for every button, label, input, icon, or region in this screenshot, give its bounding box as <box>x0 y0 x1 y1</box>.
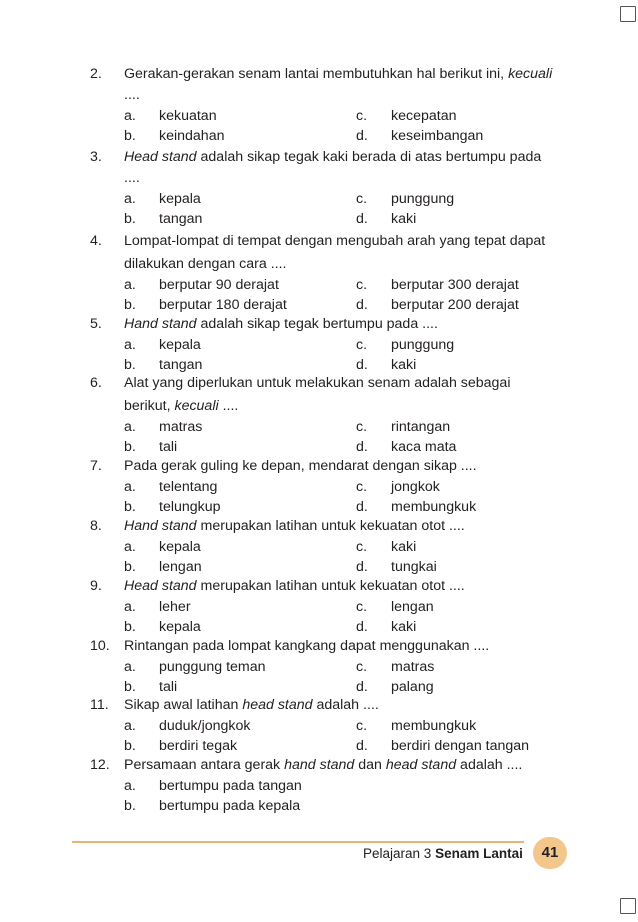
question-stem: Lompat-lompat di tempat dengan mengubah arah yang tepat dapat <box>124 233 546 249</box>
option-letter: d. <box>356 357 368 373</box>
option-text-d: kaki <box>391 357 417 373</box>
option-letter: d. <box>356 499 368 515</box>
question-number: 7. <box>90 458 102 474</box>
option-text-c: punggung <box>391 191 455 207</box>
option-letter: b. <box>124 211 136 227</box>
option-text-d: palang <box>391 679 434 695</box>
question-stem: Alat yang diperlukan untuk melakukan senam adalah sebagai <box>124 375 511 391</box>
footer-rule <box>72 841 524 843</box>
question-stem: Persamaan antara gerak hand stand dan head stand adalah .... <box>124 757 523 773</box>
question-number: 8. <box>90 518 102 534</box>
question-stem: Pada gerak guling ke depan, mendarat dengan sikap .... <box>124 458 477 474</box>
option-letter: b. <box>124 128 136 144</box>
question-stem-continued: .... <box>124 87 140 103</box>
option-text-c: punggung <box>391 337 455 353</box>
question-stem: Hand stand merupakan latihan untuk kekuatan otot .... <box>124 518 465 534</box>
question-number: 5. <box>90 316 102 332</box>
option-text-a: kepala <box>159 337 201 353</box>
option-text-c: matras <box>391 659 435 675</box>
option-letter: d. <box>356 439 368 455</box>
option-letter: b. <box>124 798 136 814</box>
question-stem: Head stand adalah sikap tegak kaki berada di atas bertumpu pada <box>124 149 542 165</box>
option-text-b: berdiri tegak <box>159 738 238 754</box>
footer-lesson-prefix: Pelajaran 3 <box>363 846 436 861</box>
option-letter: a. <box>124 599 136 615</box>
question-number: 4. <box>90 233 102 249</box>
crop-mark-bottom-right <box>620 898 636 914</box>
question-stem-continued: berikut, kecuali .... <box>124 398 239 414</box>
option-letter: d. <box>356 211 368 227</box>
option-letter: a. <box>124 539 136 555</box>
option-letter: a. <box>124 659 136 675</box>
option-letter: c. <box>356 419 368 435</box>
option-letter: a. <box>124 108 136 124</box>
page-number-badge: 41 <box>533 837 567 869</box>
option-letter: a. <box>124 419 136 435</box>
footer-lesson-title: Senam Lantai <box>435 846 523 861</box>
option-text-d: membungkuk <box>391 499 477 515</box>
option-text-b: tali <box>159 679 178 695</box>
question-stem: Sikap awal latihan head stand adalah .... <box>124 697 379 713</box>
option-text-b: tangan <box>159 357 203 373</box>
option-letter: d. <box>356 559 368 575</box>
option-text-a: matras <box>159 419 203 435</box>
option-letter: d. <box>356 619 368 635</box>
option-text-d: kaki <box>391 211 417 227</box>
option-text-c: membungkuk <box>391 718 477 734</box>
option-letter: d. <box>356 679 368 695</box>
option-letter: b. <box>124 499 136 515</box>
option-letter: b. <box>124 679 136 695</box>
option-text-a: bertumpu pada tangan <box>159 778 302 794</box>
option-letter: a. <box>124 479 136 495</box>
question-number: 10. <box>90 638 110 654</box>
option-text-a: kekuatan <box>159 108 217 124</box>
option-text-a: leher <box>159 599 191 615</box>
question-stem-continued: .... <box>124 170 140 186</box>
question-stem: Head stand merupakan latihan untuk kekuatan otot .... <box>124 578 465 594</box>
option-letter: d. <box>356 297 368 313</box>
option-text-c: lengan <box>391 599 434 615</box>
option-letter: d. <box>356 738 368 754</box>
option-letter: b. <box>124 738 136 754</box>
option-text-a: kepala <box>159 539 201 555</box>
option-text-d: berputar 200 derajat <box>391 297 519 313</box>
option-letter: c. <box>356 659 368 675</box>
question-number: 12. <box>90 757 110 773</box>
option-text-d: berdiri dengan tangan <box>391 738 530 754</box>
option-text-a: kepala <box>159 191 201 207</box>
option-text-d: kaca mata <box>391 439 457 455</box>
question-number: 9. <box>90 578 102 594</box>
option-letter: a. <box>124 337 136 353</box>
question-stem: Rintangan pada lompat kangkang dapat menggunakan .... <box>124 638 490 654</box>
option-text-b: berputar 180 derajat <box>159 297 287 313</box>
option-letter: c. <box>356 539 368 555</box>
option-text-d: kaki <box>391 619 417 635</box>
option-text-b: bertumpu pada kepala <box>159 798 301 814</box>
question-number: 2. <box>90 66 102 82</box>
option-text-b: keindahan <box>159 128 225 144</box>
option-text-b: lengan <box>159 559 202 575</box>
option-letter: a. <box>124 778 136 794</box>
option-text-c: kecepatan <box>391 108 457 124</box>
option-letter: a. <box>124 191 136 207</box>
option-letter: c. <box>356 479 368 495</box>
option-text-a: berputar 90 derajat <box>159 277 279 293</box>
option-letter: d. <box>356 128 368 144</box>
question-stem: Gerakan-gerakan senam lantai membutuhkan hal berikut ini, kecuali <box>124 66 553 82</box>
option-letter: b. <box>124 297 136 313</box>
crop-mark-top-right <box>620 6 636 22</box>
option-letter: c. <box>356 718 368 734</box>
option-text-b: kepala <box>159 619 201 635</box>
option-text-d: keseimbangan <box>391 128 484 144</box>
option-text-c: rintangan <box>391 419 451 435</box>
question-stem: Hand stand adalah sikap tegak bertumpu pada .... <box>124 316 438 332</box>
option-letter: b. <box>124 559 136 575</box>
option-letter: a. <box>124 718 136 734</box>
option-text-c: kaki <box>391 539 417 555</box>
question-number: 11. <box>90 697 109 713</box>
option-text-c: jongkok <box>391 479 440 495</box>
option-text-a: duduk/jongkok <box>159 718 251 734</box>
option-letter: b. <box>124 619 136 635</box>
option-text-d: tungkai <box>391 559 437 575</box>
option-letter: c. <box>356 277 368 293</box>
option-letter: c. <box>356 191 368 207</box>
option-text-b: tali <box>159 439 178 455</box>
option-letter: b. <box>124 357 136 373</box>
option-text-a: telentang <box>159 479 218 495</box>
option-letter: a. <box>124 277 136 293</box>
option-letter: c. <box>356 337 368 353</box>
option-text-b: telungkup <box>159 499 221 515</box>
option-text-b: tangan <box>159 211 203 227</box>
option-letter: c. <box>356 108 368 124</box>
question-number: 3. <box>90 149 102 165</box>
option-text-a: punggung teman <box>159 659 266 675</box>
footer-lesson <box>363 846 523 861</box>
option-text-c: berputar 300 derajat <box>391 277 519 293</box>
option-letter: c. <box>356 599 368 615</box>
question-stem-continued: dilakukan dengan cara .... <box>124 256 287 272</box>
question-number: 6. <box>90 375 102 391</box>
option-letter: b. <box>124 439 136 455</box>
